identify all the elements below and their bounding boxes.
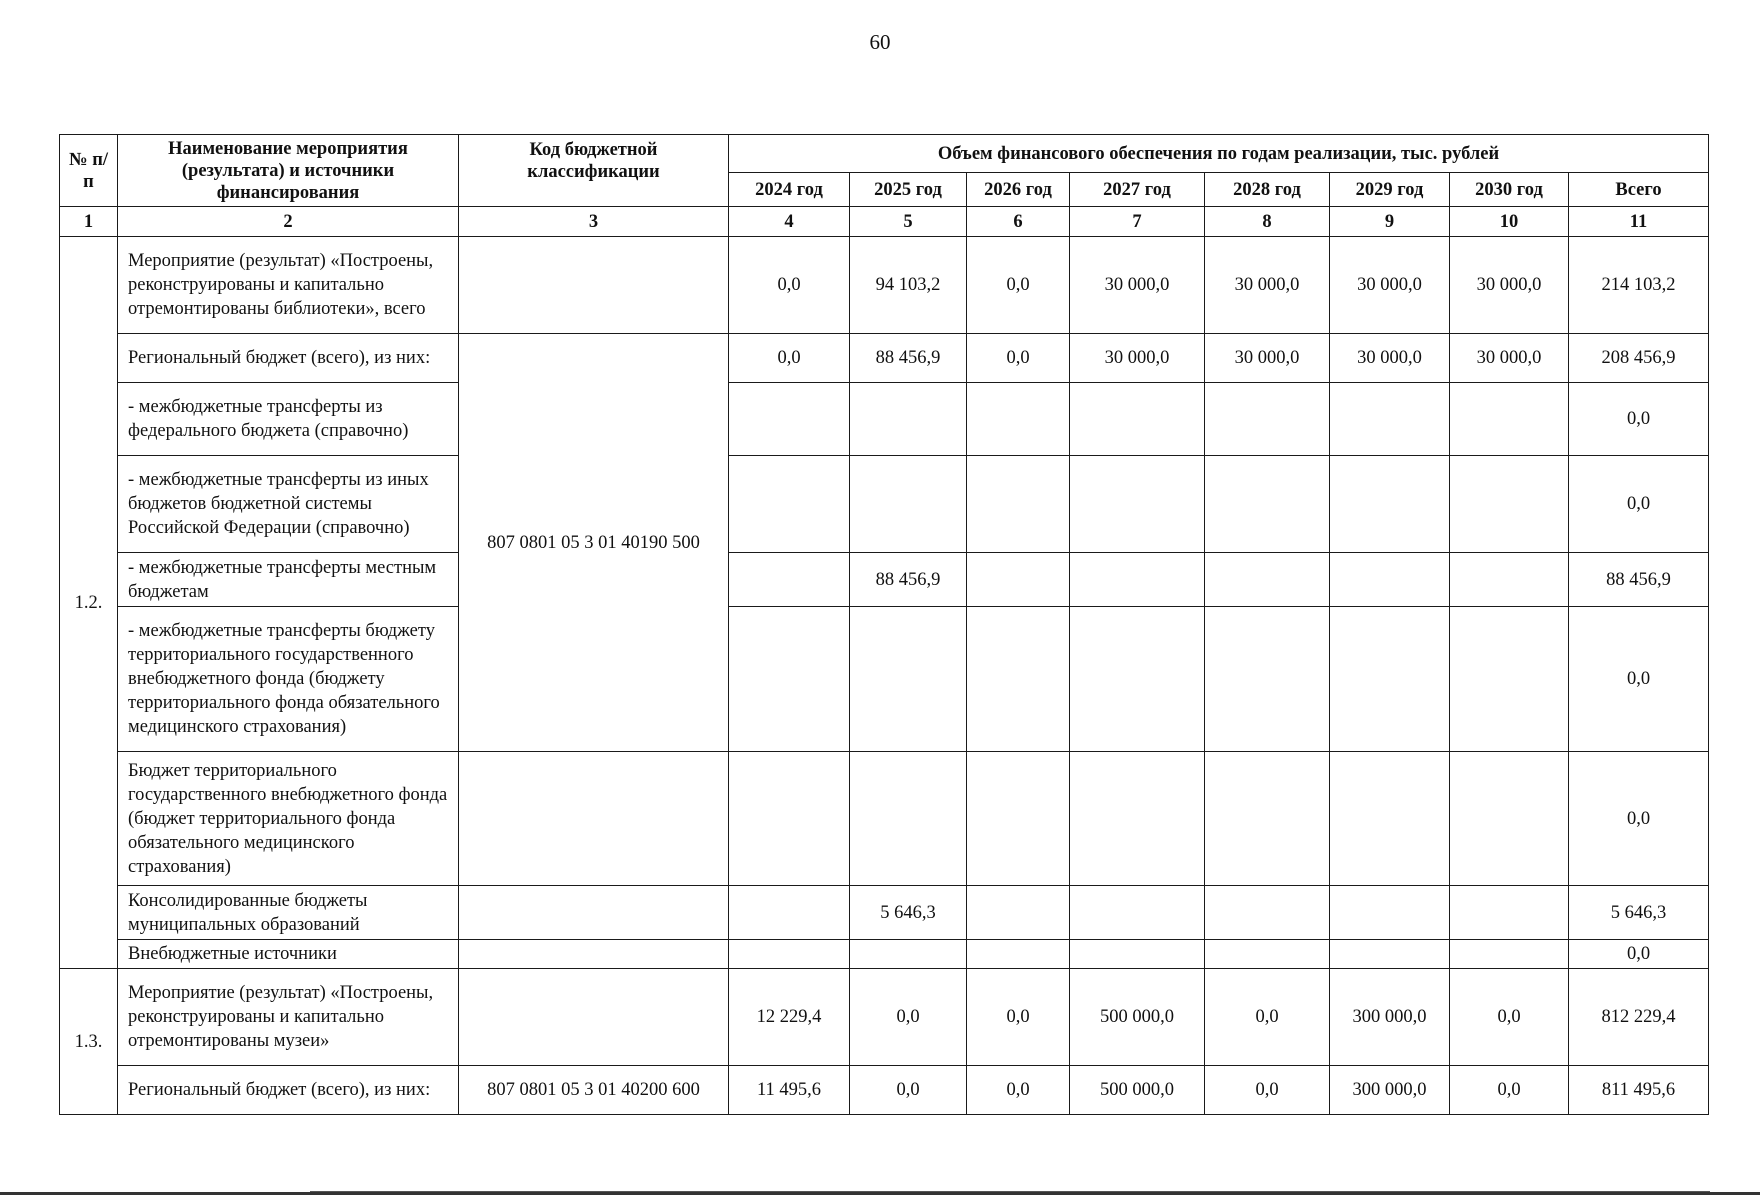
total-cell: 0,0 <box>1569 607 1709 752</box>
budget-code: 807 0801 05 3 01 40200 600 <box>459 1066 729 1115</box>
total-cell: 0,0 <box>1569 383 1709 456</box>
value-cell <box>1450 940 1569 969</box>
value-cell <box>729 456 850 553</box>
value-cell: 0,0 <box>967 237 1070 334</box>
value-cell <box>1205 383 1330 456</box>
header-year-2029: 2029 год <box>1330 173 1450 207</box>
table-row <box>60 456 1709 553</box>
value-cell <box>850 456 967 553</box>
value-cell <box>967 383 1070 456</box>
value-cell <box>1450 553 1569 607</box>
value-cell <box>1450 456 1569 553</box>
header-year-2026: 2026 год <box>967 173 1070 207</box>
value-cell: 0,0 <box>1450 969 1569 1066</box>
column-number: 11 <box>1569 207 1709 237</box>
column-number: 4 <box>729 207 850 237</box>
table-row <box>60 969 1709 1066</box>
row-name: Консолидированные бюджеты муниципальных образований <box>118 886 459 940</box>
value-cell <box>1330 607 1450 752</box>
value-cell: 94 103,2 <box>850 237 967 334</box>
value-cell <box>1205 886 1330 940</box>
header-total: Всего <box>1569 173 1709 207</box>
value-cell <box>729 607 850 752</box>
budget-code <box>459 969 729 1066</box>
value-cell <box>850 940 967 969</box>
budget-code-cell <box>459 886 729 940</box>
table-row <box>60 607 1709 752</box>
value-cell: 300 000,0 <box>1330 1066 1450 1115</box>
column-number: 10 <box>1450 207 1569 237</box>
value-cell <box>967 553 1070 607</box>
value-cell <box>967 456 1070 553</box>
header-year-2024: 2024 год <box>729 173 850 207</box>
value-cell: 11 495,6 <box>729 1066 850 1115</box>
page-number: 60 <box>869 30 891 54</box>
value-cell: 0,0 <box>1450 1066 1569 1115</box>
table-row <box>60 237 1709 334</box>
value-cell <box>967 940 1070 969</box>
value-cell: 30 000,0 <box>1330 334 1450 383</box>
table-row <box>60 553 1709 607</box>
value-cell: 30 000,0 <box>1450 237 1569 334</box>
value-cell <box>1330 886 1450 940</box>
value-cell <box>729 886 850 940</box>
total-cell: 0,0 <box>1569 752 1709 886</box>
value-cell: 88 456,9 <box>850 334 967 383</box>
page-edge-line <box>0 1192 1760 1195</box>
table-row <box>60 940 1709 969</box>
row-name: Бюджет территориального государственного внебюджетного фонда (бюджет территориального фонда обязательного медицинского страхования) <box>118 752 459 886</box>
row-number: 1.3. <box>60 969 118 1115</box>
value-cell: 12 229,4 <box>729 969 850 1066</box>
value-cell <box>1205 752 1330 886</box>
header-col-name: Наименование мероприятия (результата) и источники финансирования <box>118 135 459 207</box>
value-cell <box>729 553 850 607</box>
table-row <box>60 383 1709 456</box>
value-cell <box>1070 553 1205 607</box>
value-cell: 0,0 <box>967 969 1070 1066</box>
total-cell: 88 456,9 <box>1569 553 1709 607</box>
value-cell <box>1450 886 1569 940</box>
value-cell <box>1330 553 1450 607</box>
value-cell <box>1450 752 1569 886</box>
column-number: 3 <box>459 207 729 237</box>
row-name: - межбюджетные трансферты из федерального бюджета (справочно) <box>118 383 459 456</box>
value-cell <box>1205 607 1330 752</box>
financing-table <box>59 134 1709 1115</box>
value-cell: 0,0 <box>850 1066 967 1115</box>
value-cell: 0,0 <box>967 1066 1070 1115</box>
column-number: 2 <box>118 207 459 237</box>
value-cell <box>1070 383 1205 456</box>
budget-code-cell <box>459 237 729 334</box>
header-year-2028: 2028 год <box>1205 173 1330 207</box>
value-cell: 30 000,0 <box>1450 334 1569 383</box>
total-cell: 0,0 <box>1569 456 1709 553</box>
value-cell <box>850 752 967 886</box>
column-number: 8 <box>1205 207 1330 237</box>
row-name: Региональный бюджет (всего), из них: <box>118 334 459 383</box>
total-cell: 208 456,9 <box>1569 334 1709 383</box>
value-cell <box>1330 940 1450 969</box>
value-cell <box>729 940 850 969</box>
row-name: - межбюджетные трансферты бюджету территориального государственного внебюджетного фонда (бюджету территориального фонда обязательного медицинского страхования) <box>118 607 459 752</box>
value-cell <box>1070 456 1205 553</box>
value-cell <box>967 886 1070 940</box>
row-name: Мероприятие (результат) «Построены, реконструированы и капитально отремонтированы библиотеки», всего <box>118 237 459 334</box>
value-cell: 0,0 <box>850 969 967 1066</box>
header-col-no: № п/п <box>60 135 118 207</box>
value-cell <box>850 607 967 752</box>
row-name: Мероприятие (результат) «Построены, реконструированы и капитально отремонтированы музеи» <box>118 969 459 1066</box>
header-year-2027: 2027 год <box>1070 173 1205 207</box>
row-name: - межбюджетные трансферты из иных бюджетов бюджетной системы Российской Федерации (справочно) <box>118 456 459 553</box>
value-cell: 30 000,0 <box>1070 237 1205 334</box>
column-number: 6 <box>967 207 1070 237</box>
value-cell <box>967 607 1070 752</box>
budget-code-cell <box>459 752 729 886</box>
header-col-volume: Объем финансового обеспечения по годам реализации, тыс. рублей <box>729 135 1709 173</box>
value-cell: 5 646,3 <box>850 886 967 940</box>
column-number: 9 <box>1330 207 1450 237</box>
value-cell <box>1450 607 1569 752</box>
value-cell <box>729 752 850 886</box>
header-col-code: Код бюджетной классификации <box>459 135 729 207</box>
total-cell: 0,0 <box>1569 940 1709 969</box>
total-cell: 811 495,6 <box>1569 1066 1709 1115</box>
value-cell: 30 000,0 <box>1205 237 1330 334</box>
row-name: - межбюджетные трансферты местным бюджетам <box>118 553 459 607</box>
table-row <box>60 752 1709 886</box>
value-cell <box>1330 383 1450 456</box>
table-row <box>60 886 1709 940</box>
table-row <box>60 1066 1709 1115</box>
value-cell: 30 000,0 <box>1330 237 1450 334</box>
value-cell: 30 000,0 <box>1070 334 1205 383</box>
row-number: 1.2. <box>60 237 118 969</box>
value-cell <box>1205 940 1330 969</box>
total-cell: 214 103,2 <box>1569 237 1709 334</box>
header-year-2030: 2030 год <box>1450 173 1569 207</box>
column-number: 7 <box>1070 207 1205 237</box>
table-row <box>60 334 1709 383</box>
value-cell <box>1205 553 1330 607</box>
column-number: 5 <box>850 207 967 237</box>
budget-code: 807 0801 05 3 01 40190 500 <box>459 334 729 752</box>
value-cell: 0,0 <box>967 334 1070 383</box>
row-name: Региональный бюджет (всего), из них: <box>118 1066 459 1115</box>
value-cell <box>1070 752 1205 886</box>
value-cell <box>1205 456 1330 553</box>
value-cell: 500 000,0 <box>1070 969 1205 1066</box>
value-cell <box>1450 383 1569 456</box>
row-name: Внебюджетные источники <box>118 940 459 969</box>
value-cell <box>729 383 850 456</box>
column-number: 1 <box>60 207 118 237</box>
value-cell <box>1070 607 1205 752</box>
budget-code-cell <box>459 940 729 969</box>
total-cell: 5 646,3 <box>1569 886 1709 940</box>
total-cell: 812 229,4 <box>1569 969 1709 1066</box>
value-cell <box>1070 940 1205 969</box>
value-cell <box>850 383 967 456</box>
value-cell: 500 000,0 <box>1070 1066 1205 1115</box>
value-cell <box>967 752 1070 886</box>
value-cell: 88 456,9 <box>850 553 967 607</box>
value-cell: 30 000,0 <box>1205 334 1330 383</box>
header-year-2025: 2025 год <box>850 173 967 207</box>
value-cell: 0,0 <box>1205 969 1330 1066</box>
value-cell: 0,0 <box>729 334 850 383</box>
value-cell <box>1330 456 1450 553</box>
value-cell: 0,0 <box>729 237 850 334</box>
value-cell: 0,0 <box>1205 1066 1330 1115</box>
value-cell <box>1330 752 1450 886</box>
value-cell: 300 000,0 <box>1330 969 1450 1066</box>
value-cell <box>1070 886 1205 940</box>
